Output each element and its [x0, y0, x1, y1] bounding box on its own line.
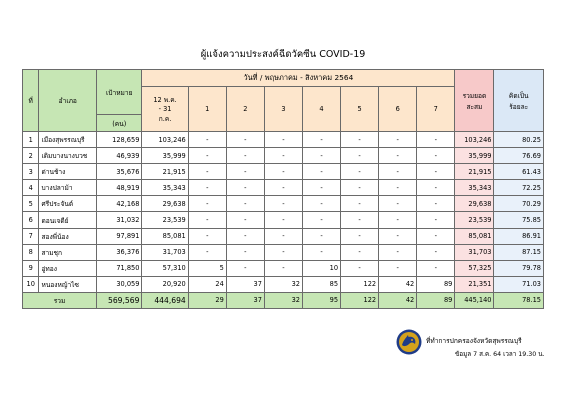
- vaccine-registration-table: [22, 69, 544, 309]
- date-range-header: วันที่ / พฤษภาคม - สิงหาคม 2564: [142, 70, 455, 87]
- row-no: 4: [23, 180, 39, 196]
- row-d5: -: [341, 228, 379, 244]
- row-target: 36,376: [97, 244, 142, 260]
- row-cumulative: 35,343: [455, 180, 494, 196]
- row-d3: -: [264, 164, 302, 180]
- row-first-period: 29,638: [142, 196, 188, 212]
- row-d7: -: [417, 148, 455, 164]
- row-cumulative: 31,703: [455, 244, 494, 260]
- col-cumulative-header: [455, 70, 494, 132]
- row-d6: 42: [379, 276, 417, 292]
- row-no: 9: [23, 260, 39, 276]
- row-d2: -: [226, 228, 264, 244]
- row-no: 1: [23, 132, 39, 148]
- row-d2: -: [226, 196, 264, 212]
- row-percent: 61.43: [494, 164, 544, 180]
- total-d3: 32: [264, 292, 302, 308]
- col-day-2-header: 2: [226, 87, 264, 132]
- row-d6: -: [379, 148, 417, 164]
- row-d5: -: [341, 148, 379, 164]
- total-d6: 42: [379, 292, 417, 308]
- row-d4: 85: [302, 276, 340, 292]
- row-d2: -: [226, 260, 264, 276]
- row-d1: -: [188, 228, 226, 244]
- row-district: ด่านช้าง: [39, 164, 97, 180]
- provincial-seal-icon: [396, 329, 422, 355]
- row-d5: -: [341, 212, 379, 228]
- row-cumulative: 21,351: [455, 276, 494, 292]
- row-target: 48,919: [97, 180, 142, 196]
- row-d3: -: [264, 228, 302, 244]
- table-row: [23, 164, 544, 180]
- row-target: 35,676: [97, 164, 142, 180]
- row-d5: -: [341, 132, 379, 148]
- row-d1: 24: [188, 276, 226, 292]
- row-percent: 76.69: [494, 148, 544, 164]
- row-d2: -: [226, 180, 264, 196]
- row-d6: -: [379, 212, 417, 228]
- col-day-7-header: 7: [417, 87, 455, 132]
- row-percent: 87.15: [494, 244, 544, 260]
- row-cumulative: 21,915: [455, 164, 494, 180]
- row-cumulative: 85,081: [455, 228, 494, 244]
- table-row: [23, 260, 544, 276]
- row-district: ศรีประจันต์: [39, 196, 97, 212]
- row-d5: -: [341, 260, 379, 276]
- table-row: [23, 212, 544, 228]
- col-percent-header: [494, 70, 544, 132]
- row-d6: -: [379, 180, 417, 196]
- row-first-period: 103,246: [142, 132, 188, 148]
- row-d6: -: [379, 228, 417, 244]
- row-d7: -: [417, 244, 455, 260]
- row-no: 6: [23, 212, 39, 228]
- col-target-header: เป้าหมาย: [97, 70, 142, 115]
- total-d5: 122: [341, 292, 379, 308]
- row-district: เดิมบางนางบวช: [39, 148, 97, 164]
- cumulative-label-2: สะสม: [466, 102, 483, 111]
- row-percent: 86.91: [494, 228, 544, 244]
- row-d7: -: [417, 228, 455, 244]
- row-d4: 10: [302, 260, 340, 276]
- row-d7: -: [417, 164, 455, 180]
- row-d4: -: [302, 196, 340, 212]
- row-district: สามชุก: [39, 244, 97, 260]
- row-d4: -: [302, 164, 340, 180]
- row-no: 5: [23, 196, 39, 212]
- row-d4: -: [302, 244, 340, 260]
- row-first-period: 23,539: [142, 212, 188, 228]
- row-d3: -: [264, 212, 302, 228]
- row-d5: 122: [341, 276, 379, 292]
- row-d1: -: [188, 164, 226, 180]
- row-d1: -: [188, 244, 226, 260]
- row-d5: -: [341, 244, 379, 260]
- row-d2: 37: [226, 276, 264, 292]
- row-d2: -: [226, 132, 264, 148]
- row-d7: 89: [417, 276, 455, 292]
- table-row: [23, 148, 544, 164]
- total-d4: 95: [302, 292, 340, 308]
- row-d6: -: [379, 260, 417, 276]
- row-percent: 75.85: [494, 212, 544, 228]
- row-d1: 5: [188, 260, 226, 276]
- row-percent: 72.25: [494, 180, 544, 196]
- col-day-3-header: 3: [264, 87, 302, 132]
- row-percent: 80.25: [494, 132, 544, 148]
- row-cumulative: 23,539: [455, 212, 494, 228]
- row-d6: -: [379, 196, 417, 212]
- total-d7: 89: [417, 292, 455, 308]
- row-percent: 79.78: [494, 260, 544, 276]
- col-no-header: ที่: [23, 70, 39, 132]
- row-d1: -: [188, 132, 226, 148]
- row-no: 8: [23, 244, 39, 260]
- row-d1: -: [188, 196, 226, 212]
- row-cumulative: 29,638: [455, 196, 494, 212]
- row-d1: -: [188, 180, 226, 196]
- percent-label-1: คิดเป็น: [508, 91, 529, 100]
- table-row: [23, 180, 544, 196]
- col-first-period-header: [142, 87, 188, 132]
- table-row: [23, 244, 544, 260]
- row-no: 10: [23, 276, 39, 292]
- total-percent: 78.15: [494, 292, 544, 308]
- row-cumulative: 35,999: [455, 148, 494, 164]
- row-d4: -: [302, 180, 340, 196]
- row-percent: 70.29: [494, 196, 544, 212]
- col-day-5-header: 5: [341, 87, 379, 132]
- cumulative-label-1: รวมยอด: [462, 91, 487, 100]
- row-d1: -: [188, 212, 226, 228]
- table-row: [23, 228, 544, 244]
- total-row: [23, 292, 544, 308]
- row-d2: -: [226, 164, 264, 180]
- table-row: [23, 196, 544, 212]
- row-target: 42,168: [97, 196, 142, 212]
- row-cumulative: 103,246: [455, 132, 494, 148]
- col-target-unit: (คน): [97, 115, 142, 132]
- row-district: อู่ทอง: [39, 260, 97, 276]
- row-d6: -: [379, 132, 417, 148]
- row-d5: -: [341, 180, 379, 196]
- row-district: ดอนเจดีย์: [39, 212, 97, 228]
- row-district: หนองหญ้าไซ: [39, 276, 97, 292]
- col-day-6-header: 6: [379, 87, 417, 132]
- first-period-line-1: 12 พ.ค.: [153, 96, 177, 104]
- row-d3: -: [264, 244, 302, 260]
- row-d4: -: [302, 132, 340, 148]
- row-d6: -: [379, 244, 417, 260]
- row-first-period: 20,920: [142, 276, 188, 292]
- row-d3: 32: [264, 276, 302, 292]
- table-row: [23, 132, 544, 148]
- row-d7: -: [417, 212, 455, 228]
- first-period-line-3: ก.ค.: [158, 115, 172, 123]
- row-d7: -: [417, 132, 455, 148]
- row-first-period: 35,999: [142, 148, 188, 164]
- row-d2: -: [226, 244, 264, 260]
- row-first-period: 57,310: [142, 260, 188, 276]
- row-d1: -: [188, 148, 226, 164]
- row-d5: -: [341, 164, 379, 180]
- row-no: 2: [23, 148, 39, 164]
- row-d3: -: [264, 132, 302, 148]
- row-first-period: 21,915: [142, 164, 188, 180]
- first-period-line-2: - 31: [158, 105, 172, 113]
- row-district: สองพี่น้อง: [39, 228, 97, 244]
- row-target: 31,032: [97, 212, 142, 228]
- row-d2: -: [226, 212, 264, 228]
- row-percent: 71.03: [494, 276, 544, 292]
- total-label: รวม: [23, 292, 97, 308]
- row-d4: -: [302, 228, 340, 244]
- col-day-4-header: 4: [302, 87, 340, 132]
- row-target: 71,850: [97, 260, 142, 276]
- row-d4: -: [302, 148, 340, 164]
- table-row: [23, 276, 544, 292]
- row-d3: -: [264, 180, 302, 196]
- row-d7: -: [417, 196, 455, 212]
- row-first-period: 35,343: [142, 180, 188, 196]
- row-first-period: 31,703: [142, 244, 188, 260]
- col-district-header: อำเภอ: [39, 70, 97, 132]
- row-d3: -: [264, 260, 302, 276]
- row-d5: -: [341, 196, 379, 212]
- row-d2: -: [226, 148, 264, 164]
- footer-office: ที่ทำการปกครองจังหวัดสุพรรณบุรี: [426, 337, 522, 345]
- footer-as-of: ข้อมูล 7 ส.ค. 64 เวลา 19.30 น.: [455, 351, 545, 358]
- row-d7: -: [417, 260, 455, 276]
- row-district: บางปลาม้า: [39, 180, 97, 196]
- total-cumulative: 445,140: [455, 292, 494, 308]
- percent-label-2: ร้อยละ: [509, 102, 529, 111]
- total-d1: 29: [188, 292, 226, 308]
- row-target: 46,939: [97, 148, 142, 164]
- row-target: 97,891: [97, 228, 142, 244]
- total-target: 569,569: [97, 292, 142, 308]
- row-d4: -: [302, 212, 340, 228]
- row-cumulative: 57,325: [455, 260, 494, 276]
- total-d2: 37: [226, 292, 264, 308]
- row-district: เมืองสุพรรณบุรี: [39, 132, 97, 148]
- row-no: 7: [23, 228, 39, 244]
- row-target: 30,059: [97, 276, 142, 292]
- row-no: 3: [23, 164, 39, 180]
- row-d6: -: [379, 164, 417, 180]
- col-day-1-header: 1: [188, 87, 226, 132]
- row-d3: -: [264, 196, 302, 212]
- total-first: 444,694: [142, 292, 188, 308]
- row-d3: -: [264, 148, 302, 164]
- row-d7: -: [417, 180, 455, 196]
- row-first-period: 85,081: [142, 228, 188, 244]
- row-target: 128,659: [97, 132, 142, 148]
- page-title: ผู้แจ้งความประสงค์ฉีดวัคซีน COVID-19: [200, 49, 366, 60]
